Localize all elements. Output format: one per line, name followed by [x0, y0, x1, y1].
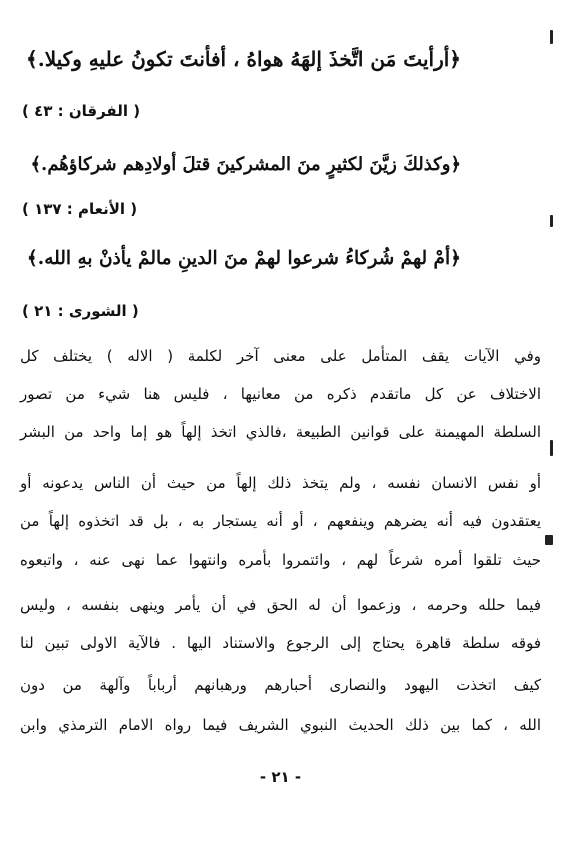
verse-2-reference: ( الأنعام : ١٣٧ ) [22, 200, 138, 218]
verse-3-reference: ( الشورى : ٢١ ) [22, 302, 139, 320]
body-line-6: حيث تلقوا أمره شرعاً لهم ، وائتمروا بأمره وانتهوا عما نهى عنه ، واتبعوه [20, 551, 541, 569]
scan-edge-mark [550, 30, 553, 44]
body-line-2: الاختلاف عن كل ماتقدم ذكره من معانيها ، فليس هنا شيء من تصور [20, 385, 541, 403]
body-line-5: يعتقدون فيه أنه يضرهم وينفعهم ، أو أنه يستجار به ، بل قد اتخذوه إلهاً من [20, 512, 541, 530]
body-line-8: فوقه سلطة قاهرة يحتاج إلى الرجوع والاستناد اليها . فالآية الاولى تبين لنا [20, 634, 541, 652]
verse-2: ﴿وكذلكَ زيَّنَ لكثيرٍ منَ المشركينَ قتلَ أولادِهم شركاؤهُم.﴾ [30, 154, 461, 175]
scan-edge-mark [550, 440, 553, 456]
verse-3: ﴿أمْ لهمْ شُركاءُ شرعوا لهمْ منَ الدينِ مالمْ يأذنْ بهِ الله.﴾ [26, 248, 461, 269]
page-number: - ٢١ - [259, 768, 302, 786]
body-line-7: فيما حلله وحرمه ، وزعموا أن له الحق في أن يأمر وينهى بنفسه ، وليس [20, 596, 541, 614]
body-line-4: أو نفس الانسان نفسه ، ولم يتخذ ذلك إلهاً من حيث أن الناس يدعونه أو [20, 474, 541, 492]
body-line-1: وفي الآيات يقف المتأمل على معنى آخر لكلمة ( الاله ) يختلف كل [20, 347, 541, 365]
body-line-3: السلطة المهيمنة على قوانين الطبيعة ،فالذي اتخذ إلهاً هو إما واحد من البشر [20, 423, 541, 441]
verse-1-reference: ( الفرقان : ٤٣ ) [22, 102, 141, 120]
verse-1: ﴿أرأيتَ مَن اتَّخذَ إلهَهُ هواهُ ، أفأنتَ تكونُ عليهِ وكيلا.﴾ [26, 47, 461, 71]
body-line-9: كيف اتخذت اليهود والنصارى أحبارهم ورهبانهم أرباباً وآلهة من دون [20, 676, 541, 694]
scan-edge-mark [550, 215, 553, 227]
body-line-10: الله ، كما بين ذلك الحديث النبوي الشريف فيما رواه الامام الترمذي وابن [20, 716, 541, 734]
scan-edge-mark [545, 535, 553, 545]
